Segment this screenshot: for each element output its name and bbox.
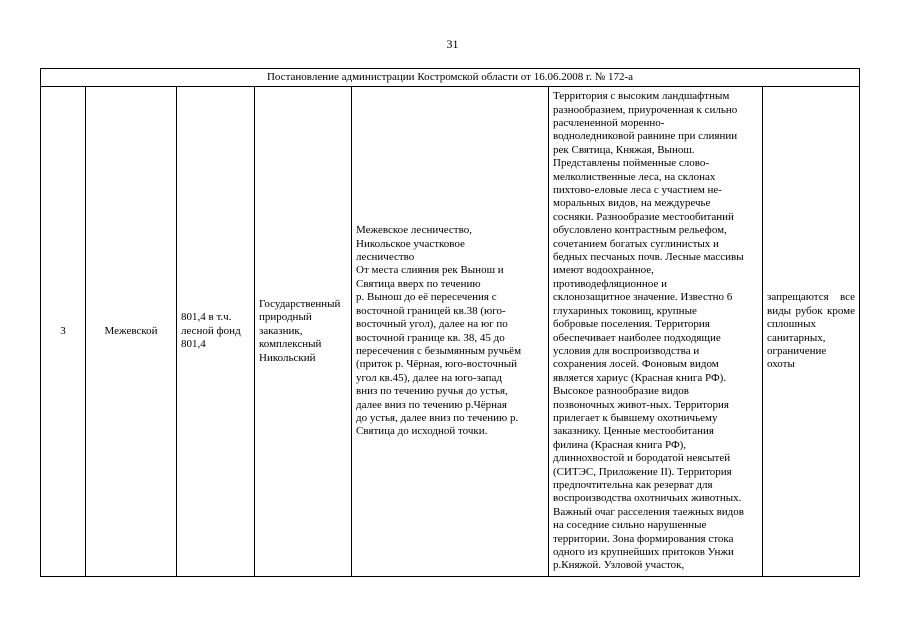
description-text: Территория с высоким ландшафтным разнообразием, приуроченная к сильно расчлененной моренно- водноледниковой равнине при слиянии рек Святица, Княжая, Вынош. Представлены пойменные слово- мелколиственные леса, на склонах пихтово-еловые леса с участием не- моральных видов, на междуречье сосняки. Разнообразие местообитаний обусловлено контрастным рельефом, сочетанием богатых суглинистых и бедных песчаных почв. Лесные массивы имеют водоохранное, противодефляционное и склонозащитное значение. Известно 6 глухариных токовищ, крупные бобровые поселения. Территория обеспечивает наиболее подходящие условия для воспроизводства и сохранения лосей. Фоновым видом является хариус (Красная книга РФ). Высокое разнообразие видов позвоночных живот-ных. Территория прилегает к бывшему охотничьему заказнику. Ценные местообитания филина (Красная книга РФ), длиннохвостой и бородатой неясытей (СИТЭС, Приложение II). Территория предпочтительна как резерват для воспроизводства охотничьих животных. Важный очаг расселения таежных видов на соседние сильно нарушенные территории. Зона формирования стока одного из крупнейших притоков Унжи р.Княжой. Узловой участок, xyxy=(553,90,744,572)
boundaries-cell xyxy=(352,87,549,577)
row-number: 3 xyxy=(41,87,86,577)
area-text: 801,4 в т.ч. лесной фонд 801,4 xyxy=(181,311,241,351)
decree-header: Постановление администрации Костромской области от 16.06.2008 г. № 172-а xyxy=(41,69,860,87)
description-cell xyxy=(549,87,763,577)
table-header-row xyxy=(41,69,860,87)
restrictions-cell: запрещаются все виды рубок кроме сплошных санитарных, ограничение охоты xyxy=(763,87,860,577)
table-row xyxy=(41,87,860,577)
reserves-table xyxy=(40,68,860,577)
district-cell: Межевской xyxy=(86,87,177,577)
boundaries-text: Межевское лесничество, Никольское участковое лесничество От места слияния рек Вынош и Святица вверх по течению р. Вынош до её пересечения с восточной границей кв.38 (юго- восточный угол), далее на юг по восточной границе кв. 38, 45 до пересечения с безымянным ручьём (приток р. Чёрная, юго-восточный угол кв.45), далее на юго-запад вниз по течению ручья до устья, далее вниз по течению р.Чёрная до устья, далее вниз по течению р. Святица до исходной точки. xyxy=(356,224,522,438)
area-cell xyxy=(177,87,255,577)
page-number: 31 xyxy=(446,37,459,51)
category-text: Государственный природный заказник, комплексный Никольский xyxy=(259,297,341,364)
category-cell xyxy=(255,87,352,577)
